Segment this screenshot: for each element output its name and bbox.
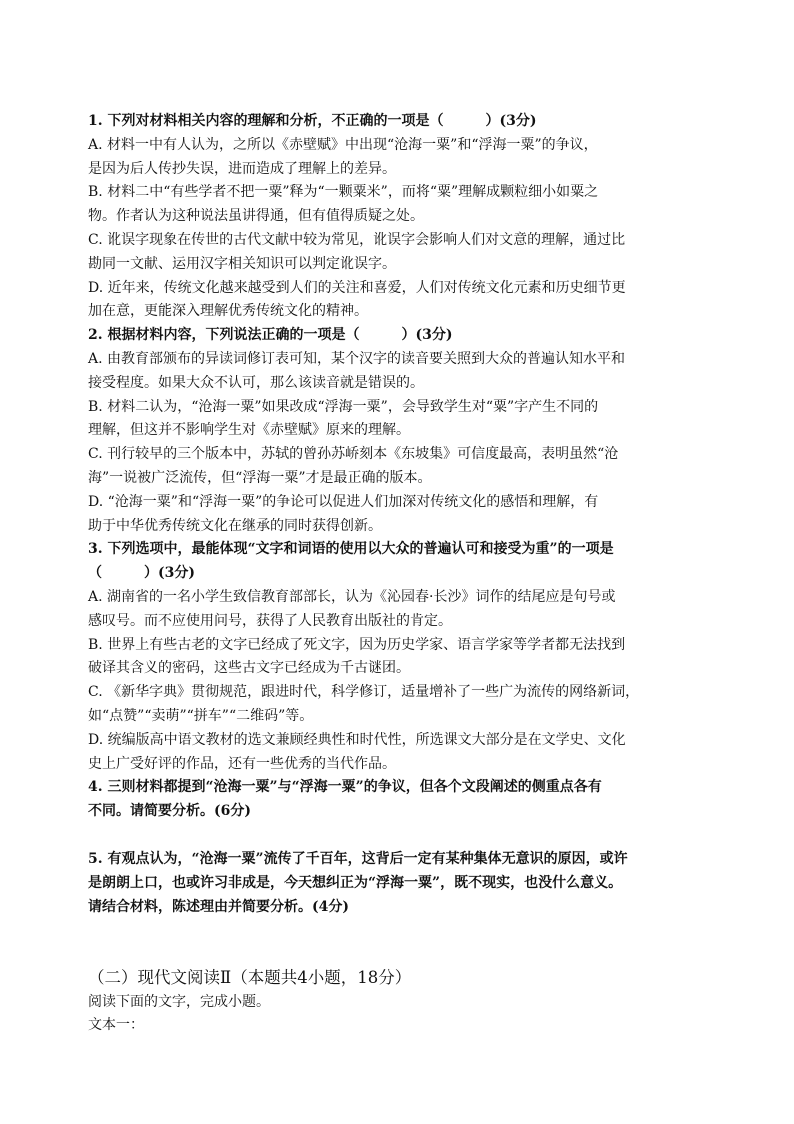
question-2-option-a-line-2: 接受程度。如果大众不认可，那么该读音就是错误的。: [88, 374, 424, 391]
question-3-option-a-line-2: 感叹号。而不应使用问号，获得了人民教育出版社的肯定。: [88, 612, 452, 629]
question-3-stem-line-2: （ ）(3分): [88, 565, 195, 582]
question-2-option-c-line-1: C. 刊行较早的三个版本中，苏轼的曾孙苏峤刻本《东坡集》可信度最高，表明虽然“沧: [88, 446, 619, 463]
question-3-option-a-line-1: A. 湖南省的一名小学生致信教育部部长，认为《沁园春·长沙》词作的结尾应是句号或: [88, 588, 616, 605]
question-5-stem-line-1: 5. 有观点认为，“沧海一粟”流传了千百年，这背后一定有某种集体无意识的原因，或许: [88, 850, 628, 867]
questions-block: [88, 110, 712, 919]
question-1-stem: 1. 下列对材料相关内容的理解和分析，不正确的一项是（ ）(3分): [88, 113, 537, 129]
question-2-option-c-line-2: 海”一说被广泛流传，但“浮海一粟”才是最正确的版本。: [88, 469, 432, 486]
question-1-option-d-line-2: 加在意，更能深入理解优秀传统文化的精神。: [88, 303, 368, 320]
question-2-option-a-line-1: A. 由教育部颁布的异读词修订表可知，某个汉字的读音要关照到大众的普遍认知水平和: [88, 350, 626, 367]
question-1-option-c-line-2: 勘同一文献、运用汉字相关知识可以判定讹误字。: [88, 255, 396, 272]
question-1-option-b-line-1: B. 材料二中“有些学者不把一粟”释为“一颗粟米”，而将“粟”理解成颗粒细小如粟之: [88, 184, 599, 201]
question-4-stem-line-2: 不同。请简要分析。(6分): [88, 803, 251, 820]
section-2: [88, 965, 712, 1037]
section-2-intro: 阅读下面的文字，完成小题。: [88, 994, 270, 1010]
question-2-option-b-line-1: B. 材料二认为，“沧海一粟”如果改成“浮海一粟”，会导致学生对“粟”字产生不同的: [88, 398, 599, 415]
question-3-option-c-line-1: C. 《新华字典》贯彻规范，跟进时代，科学修订，适量增补了一些广为流传的网络新词，: [88, 684, 640, 701]
question-3-option-c-line-2: 如“点赞”“卖萌”“拼车”“二维码”等。: [88, 707, 314, 724]
question-3-option-b-line-2: 破译其含义的密码，这些古文字已经成为千古谜团。: [88, 660, 410, 677]
question-5-stem-line-2: 是朗朗上口，也或许习非成是，今天想纠正为“浮海一粟”，既不现实，也没什么意义。: [88, 874, 623, 891]
question-2-option-b-line-2: 理解，但这并不影响学生对《赤壁赋》原来的理解。: [88, 422, 410, 439]
question-1-option-b-line-2: 物。作者认为这种说法虽讲得通，但有值得质疑之处。: [88, 208, 424, 225]
question-1-option-a-line-2: 是因为后人传抄失误，进而造成了理解上的差异。: [88, 160, 396, 177]
question-1-option-d-line-1: D. 近年来，传统文化越来越受到人们的关注和喜爱，人们对传统文化元素和历史细节更: [88, 279, 626, 296]
question-3-option-d-line-1: D. 统编版高中语文教材的选文兼顾经典性和时代性，所选课文大部分是在文学史、文化: [88, 731, 626, 748]
section-2-title: （二）现代文阅读Ⅱ（本题共4小题，18分）: [88, 968, 412, 987]
question-5-stem-line-3: 请结合材料，陈述理由并简要分析。(4分): [88, 898, 349, 915]
question-1-option-a-line-1: A. 材料一中有人认为，之所以《赤壁赋》中出现“沧海一粟”和“浮海一粟”的争议，: [88, 136, 598, 153]
question-4-stem-line-1: 4. 三则材料都提到“沧海一粟”与“浮海一粟”的争议，但各个文段阐述的侧重点各有: [88, 779, 602, 796]
question-2-option-d-line-2: 助于中华优秀传统文化在继承的同时获得创新。: [88, 517, 382, 534]
answer-space: [88, 824, 712, 848]
question-1-option-c-line-1: C. 讹误字现象在传世的古代文献中较为常见，讹误字会影响人们对文意的理解，通过比: [88, 231, 626, 248]
question-2-stem: 2. 根据材料内容，下列说法正确的一项是（ ）(3分): [88, 327, 453, 344]
section-2-text-label: 文本一：: [88, 1017, 144, 1033]
question-3-option-d-line-2: 史上广受好评的作品，还有一些优秀的当代作品。: [88, 755, 396, 772]
question-2-option-d-line-1: D. “沧海一粟”和“浮海一粟”的争论可以促进人们加深对传统文化的感悟和理解，有: [88, 493, 599, 510]
question-3-stem-line-1: 3. 下列选项中，最能体现“文字和词语的使用以大众的普遍认可和接受为重”的一项是: [88, 541, 614, 558]
question-3-option-b-line-1: B. 世界上有些古老的文字已经成了死文字，因为历史学家、语言学家等学者都无法找到: [88, 636, 626, 653]
